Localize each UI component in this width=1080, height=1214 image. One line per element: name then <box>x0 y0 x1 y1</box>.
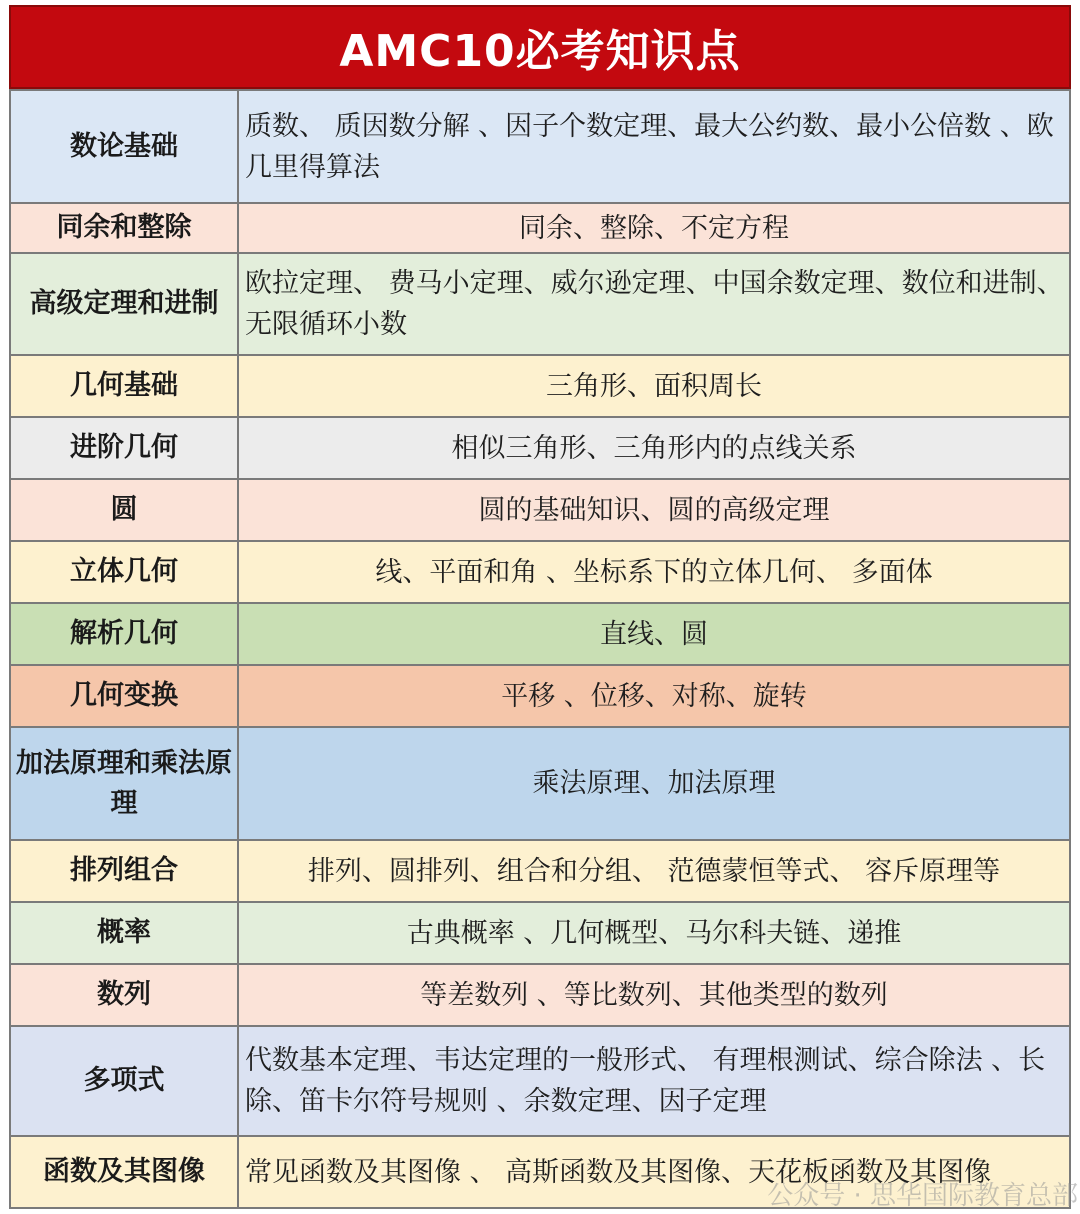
content-cell: 同余、整除、不定方程 <box>238 203 1070 253</box>
category-cell: 几何基础 <box>10 355 238 417</box>
page-title: AMC10必考知识点 <box>9 5 1071 89</box>
content-cell: 排列、圆排列、组合和分组、 范德蒙恒等式、 容斥原理等 <box>238 840 1070 902</box>
category-cell: 圆 <box>10 479 238 541</box>
table-row <box>10 541 1070 603</box>
category-cell: 同余和整除 <box>10 203 238 253</box>
content-cell: 古典概率 、几何概型、马尔科夫链、递推 <box>238 902 1070 964</box>
content-cell: 直线、圆 <box>238 603 1070 665</box>
table-row <box>10 840 1070 902</box>
content-cell: 等差数列 、等比数列、其他类型的数列 <box>238 964 1070 1026</box>
table-row <box>10 253 1070 355</box>
content-cell: 平移 、位移、对称、旋转 <box>238 665 1070 727</box>
table-row <box>10 603 1070 665</box>
content-cell: 质数、 质因数分解 、因子个数定理、最大公约数、最小公倍数 、欧几里得算法 <box>238 90 1070 203</box>
table-row <box>10 203 1070 253</box>
content-cell: 常见函数及其图像 、 高斯函数及其图像、天花板函数及其图像 <box>238 1136 1070 1208</box>
content-cell: 线、平面和角 、坐标系下的立体几何、 多面体 <box>238 541 1070 603</box>
table-row <box>10 90 1070 203</box>
category-cell: 函数及其图像 <box>10 1136 238 1208</box>
table-row <box>10 1026 1070 1136</box>
category-cell: 数列 <box>10 964 238 1026</box>
category-cell: 进阶几何 <box>10 417 238 479</box>
content-cell: 三角形、面积周长 <box>238 355 1070 417</box>
table-row <box>10 727 1070 840</box>
content-cell: 欧拉定理、 费马小定理、威尔逊定理、中国余数定理、数位和进制、无限循环小数 <box>238 253 1070 355</box>
table-row <box>10 417 1070 479</box>
table-row <box>10 479 1070 541</box>
content-cell: 圆的基础知识、圆的高级定理 <box>238 479 1070 541</box>
category-cell: 多项式 <box>10 1026 238 1136</box>
category-cell: 解析几何 <box>10 603 238 665</box>
table-row <box>10 355 1070 417</box>
category-cell: 高级定理和进制 <box>10 253 238 355</box>
content-cell: 乘法原理、加法原理 <box>238 727 1070 840</box>
knowledge-table-sheet <box>9 5 1071 1209</box>
watermark-text: 公众号 · 思华国际教育总部 <box>767 1181 1078 1211</box>
table-row <box>10 964 1070 1026</box>
knowledge-table <box>9 89 1071 1209</box>
table-row <box>10 1136 1070 1208</box>
content-cell: 相似三角形、三角形内的点线关系 <box>238 417 1070 479</box>
content-cell: 代数基本定理、韦达定理的一般形式、 有理根测试、综合除法 、长除、笛卡尔符号规则 、余数定理、因子定理 <box>238 1026 1070 1136</box>
category-cell: 加法原理和乘法原理 <box>10 727 238 840</box>
category-cell: 排列组合 <box>10 840 238 902</box>
category-cell: 数论基础 <box>10 90 238 203</box>
category-cell: 几何变换 <box>10 665 238 727</box>
category-cell: 立体几何 <box>10 541 238 603</box>
table-row <box>10 902 1070 964</box>
table-row <box>10 665 1070 727</box>
category-cell: 概率 <box>10 902 238 964</box>
